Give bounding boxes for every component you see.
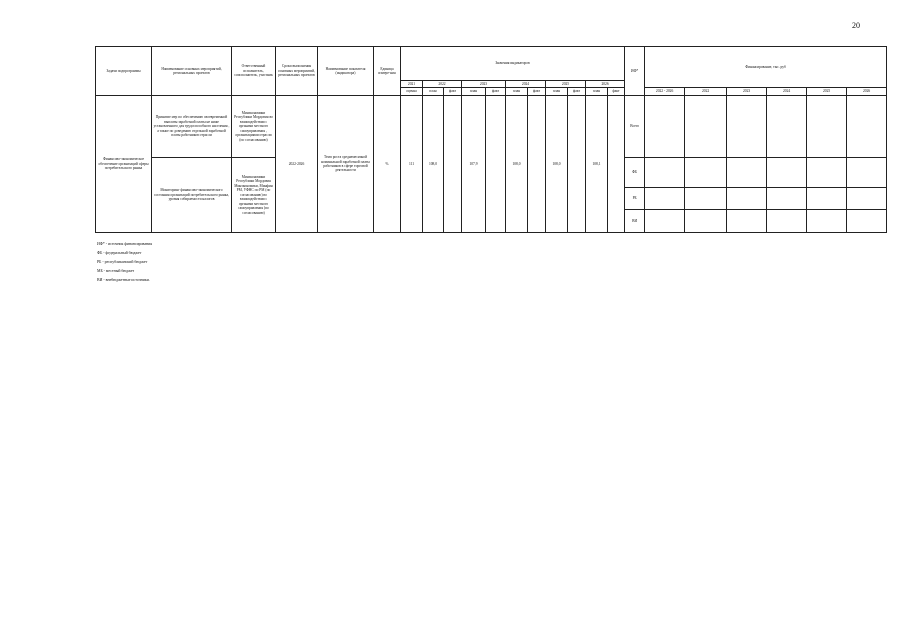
value-2022-fact	[444, 96, 462, 233]
fin-cell	[847, 188, 887, 210]
legend-line: МБ - местный бюджет	[97, 269, 135, 273]
subcol: план	[586, 88, 608, 96]
legend	[97, 240, 152, 285]
fin-cell	[685, 96, 727, 158]
fin-cell	[847, 210, 887, 233]
year-2021: 2021	[401, 81, 423, 88]
subcol: план	[423, 88, 444, 96]
fin-cell	[767, 158, 807, 188]
value-2025-plan: 108,0	[546, 96, 568, 233]
fin-year: 2022 - 2026	[645, 88, 685, 96]
fin-year: 2023	[727, 88, 767, 96]
source-vi: ВИ	[625, 210, 645, 233]
fin-year: 2022	[685, 88, 727, 96]
header-term: Сроки выполнения основных мероприятий, региональных проектов	[276, 47, 318, 96]
legend-line: ФБ - федеральный бюджет	[97, 251, 142, 255]
year-2026: 2026	[586, 81, 625, 88]
fin-cell	[727, 210, 767, 233]
subcol: факт	[486, 88, 506, 96]
measure-2: Мониторинг финансово-экономического состояния организаций потребительского рынка, уровня собираемости налогов	[152, 158, 232, 233]
header-source: ИФ*	[625, 47, 645, 96]
unit-cell: %	[374, 96, 401, 233]
fin-cell	[847, 96, 887, 158]
value-2026-plan: 108,1	[586, 96, 608, 233]
value-2022-plan: 108,0	[423, 96, 444, 233]
value-2025-fact	[568, 96, 586, 233]
header-task: Задачи подпрограммы	[96, 47, 152, 96]
subcol: факт	[444, 88, 462, 96]
header-measures: Наименование основных мероприятий, региональных проектов	[152, 47, 232, 96]
fin-cell	[767, 210, 807, 233]
value-2023-plan: 107,9	[462, 96, 486, 233]
fin-year: 2024	[767, 88, 807, 96]
fin-cell	[727, 158, 767, 188]
value-2023-fact	[486, 96, 506, 233]
measure-1: Принятие мер по обеспечению своевременной выплаты заработной платы не ниже установленного для трудоспособного населения , а также по доведению отдельной заработной платы работников отрасли	[152, 96, 232, 158]
subcol: факт	[568, 88, 586, 96]
header-indicator: Наименование показателя (индикатора)	[318, 47, 374, 96]
source-fb: ФБ	[625, 158, 645, 188]
fin-cell	[807, 96, 847, 158]
indicator-cell: Темп роста среднемесячной номинальной заработной платы работников в сфере торговой деятельности	[318, 96, 374, 233]
fin-cell	[767, 188, 807, 210]
value-2024-plan: 108,0	[506, 96, 528, 233]
source-rb: РБ	[625, 188, 645, 210]
subcol: факт	[528, 88, 546, 96]
fin-cell	[807, 210, 847, 233]
fin-cell	[685, 210, 727, 233]
legend-line: РБ - республиканский бюджет	[97, 260, 148, 264]
value-2021-estimate: 111	[401, 96, 423, 233]
fin-year: 2026	[847, 88, 887, 96]
fin-cell	[645, 210, 685, 233]
fin-year: 2025	[807, 88, 847, 96]
fin-cell	[645, 96, 685, 158]
subcol: оценка	[401, 88, 423, 96]
value-2026-fact	[608, 96, 625, 233]
header-finance-group: Финансирование, тыс. руб	[645, 47, 887, 88]
header-values-group: Значения индикаторов	[401, 47, 625, 81]
fin-cell	[807, 158, 847, 188]
year-2023: 2023	[462, 81, 506, 88]
fin-cell	[767, 96, 807, 158]
term-cell: 2022-2026	[276, 96, 318, 233]
executor-2: Минэкономики Республики Мордовия Минэкономики, Минфин РМ, УФНС по РМ (по согласованию) во взаимодействии с органами местного самоуправления (по согласованию)	[232, 158, 276, 233]
legend-line: ИФ* - источник финансирования	[97, 242, 153, 246]
program-table	[95, 46, 887, 233]
subcol: план	[546, 88, 568, 96]
year-2025: 2025	[546, 81, 586, 88]
year-2022: 2022	[423, 81, 462, 88]
value-2024-fact	[528, 96, 546, 233]
header-unit: Единица измере-ния	[374, 47, 401, 96]
fin-cell	[807, 188, 847, 210]
year-2024: 2024	[506, 81, 546, 88]
fin-cell	[727, 188, 767, 210]
fin-cell	[645, 188, 685, 210]
legend-line: ВИ - внебюджетные источники.	[97, 278, 150, 282]
task-cell: Финансово-экономическое обеспечение организаций сферы потребительского рынка	[96, 96, 152, 233]
page-number: 20	[852, 21, 860, 30]
source-total: Всего	[625, 96, 645, 158]
subcol: план	[506, 88, 528, 96]
subcol: план	[462, 88, 486, 96]
header-executor: Ответственный исполнитель, соисполнитель, участник	[232, 47, 276, 96]
fin-cell	[685, 158, 727, 188]
fin-cell	[645, 158, 685, 188]
fin-cell	[727, 96, 767, 158]
executor-1: Минэкономики Республики Мордовия во взаимодействии с органами местного самоуправления , организациями отрасли (по согласованию)	[232, 96, 276, 158]
subcol: факт	[608, 88, 625, 96]
fin-cell	[847, 158, 887, 188]
fin-cell	[685, 188, 727, 210]
